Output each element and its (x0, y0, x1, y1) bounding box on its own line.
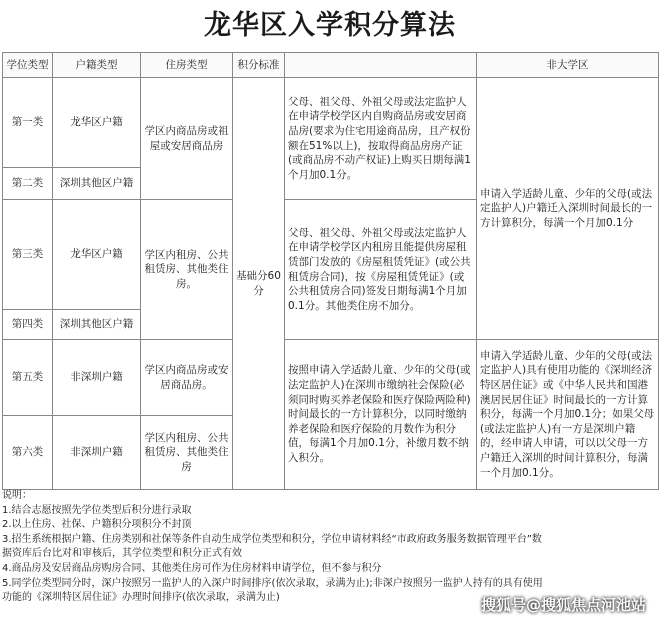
note-line: 3.招生系统根据户籍、住房类别和社保等条件自动生成学位类型和积分，学位申请材料经“市政府政务服务数据管理平台”数 (2, 533, 542, 545)
hukou-cell: 非深圳户籍 (53, 416, 141, 490)
note-line: 5.同学位类型同分时，深户按照另一监护人的入深户时间排序(依次录取，录满为止);非深户按照另一监护人持有的具有使用 (2, 577, 543, 589)
rule-cell: 按照申请入学适龄儿童、少年的父母(或法定监护人)在深圳市缴纳社会保险(必须同时购买养老保险和医疗保险两险种)时间最长的一方计算积分，以同时缴纳养老保险和医疗保险的月数作为积分值，每满1个月加0.1分，补缴月数不纳入积分。 (285, 340, 477, 490)
hukou-cell: 深圳其他区户籍 (53, 310, 141, 340)
header-degree-type: 学位类型 (3, 53, 53, 78)
table-row (3, 78, 659, 168)
page-title: 龙华区入学积分算法 (204, 10, 456, 41)
housing-cell: 学区内商品房或祖屋或安居商品房 (141, 78, 233, 200)
rule-cell: 父母、祖父母、外祖父母或法定监护人在申请学校学区内租房且能提供房屋租赁部门发放的《房屋租赁凭证》(或公共租赁房合同)，按《房屋租赁凭证》(或公共租赁房合同)签发日期每满1个月加0.1分。其他类住房不加分。 (285, 200, 477, 340)
table-header-row (3, 53, 659, 78)
category-cell: 第五类 (3, 340, 53, 416)
header-blank (285, 53, 477, 78)
housing-cell: 学区内租房、公共租赁房、其他类住房 (141, 416, 233, 490)
notes-section (2, 489, 652, 606)
category-cell: 第二类 (3, 168, 53, 200)
header-hukou-type: 户籍类型 (53, 53, 141, 78)
header-non-district: 非大学区 (477, 53, 659, 78)
notes-heading: 说明： (2, 490, 32, 501)
category-cell: 第六类 (3, 416, 53, 490)
header-score-standard: 积分标准 (233, 53, 285, 78)
table-row (3, 340, 659, 416)
points-table (2, 52, 659, 490)
non-district-cell: 申请入学适龄儿童、少年的父母(或法定监护人)户籍迁入深圳时间最长的一方计算积分，每满一个月加0.1分 (477, 78, 659, 340)
housing-cell: 学区内租房、公共租赁房、其他类住房。 (141, 200, 233, 340)
category-cell: 第四类 (3, 310, 53, 340)
category-cell: 第三类 (3, 200, 53, 310)
non-district-cell: 申请入学适龄儿童、少年的父母(或法定监护人)具有使用功能的《深圳经济特区居住证》或《中华人民共和国港澳居民居住证》时间最长的一方计算积分，每满一个月加0.1分；如果父母(或法定监护人)有一方是深圳户籍的，经申请人申请，可以以父母一方户籍迁入深圳的时间计算积分，每满一个月加0.1分。 (477, 340, 659, 490)
hukou-cell: 龙华区户籍 (53, 78, 141, 168)
source-watermark: 搜狐号@搜狐焦点河池站 (480, 596, 646, 614)
note-line: 功能的《深圳特区居住证》办理时间排序(依次录取，录满为止) (2, 592, 280, 604)
note-line: 据资库后台比对和审核后，其学位类型和积分正式有效 (2, 548, 242, 560)
note-line: 1.结合志愿按照先学位类型后积分进行录取 (2, 504, 192, 516)
score-cell: 基础分60分 (233, 78, 285, 490)
note-line: 4.商品房及安居商品房购房合同、其他类住房可作为住房材料申请学位，但不参与积分 (2, 562, 382, 574)
hukou-cell: 深圳其他区户籍 (53, 168, 141, 200)
category-cell: 第一类 (3, 78, 53, 168)
hukou-cell: 非深圳户籍 (53, 340, 141, 416)
header-housing-type: 住房类型 (141, 53, 233, 78)
housing-cell: 学区内商品房或安居商品房。 (141, 340, 233, 416)
rule-cell: 父母、祖父母、外祖父母或法定监护人在申请学校学区内自购商品房或安居商品房(要求为住宅用途商品房，且产权份额在51%以上)，按取得商品房房产证(或商品房不动产权证)上购买日期每满1个月加0.1分。 (285, 78, 477, 200)
note-line: 2.以上住房、社保、户籍积分项积分不封顶 (2, 519, 192, 531)
hukou-cell: 龙华区户籍 (53, 200, 141, 310)
